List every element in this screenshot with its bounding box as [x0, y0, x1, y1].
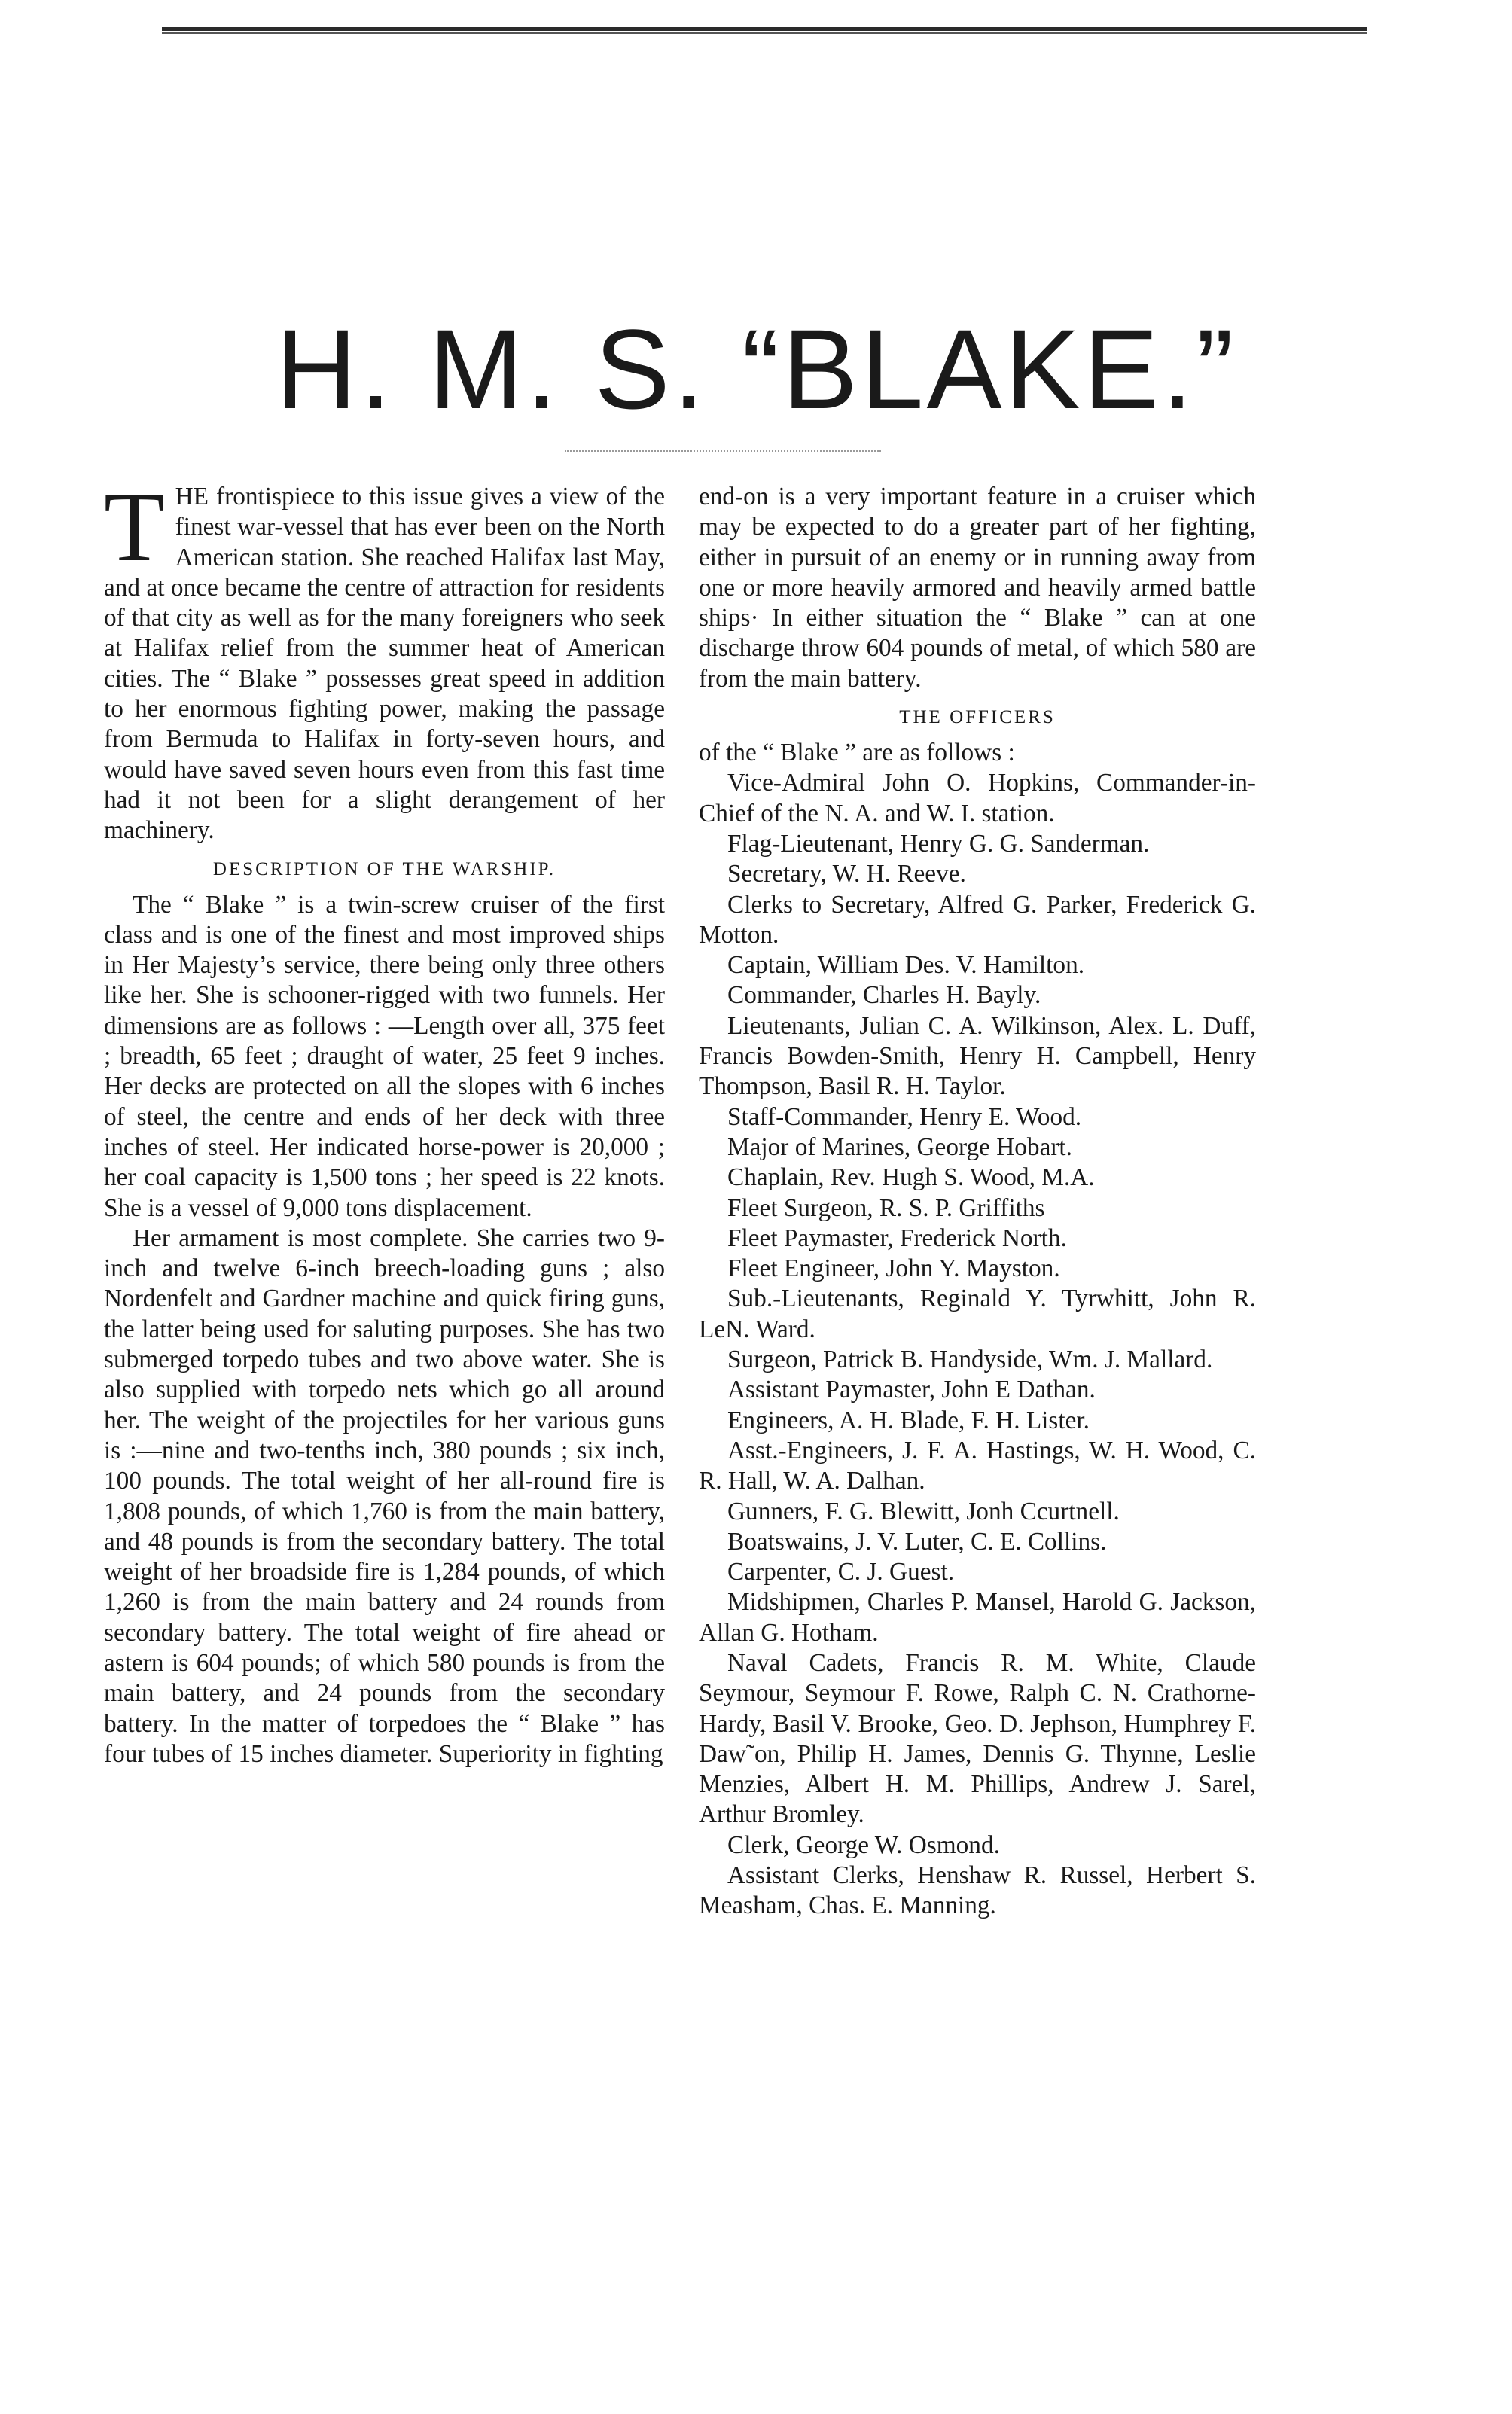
officer-entry: Vice-Admiral John O. Hopkins, Commander-in-Chief of the N. A. and W. I. station.	[699, 769, 1256, 828]
officer-entry: Gunners, F. G. Blewitt, Jonh Ccurtnell.	[727, 1497, 1120, 1526]
officer-entry: Assistant Clerks, Henshaw R. Russel, Herbert S. Measham, Chas. E. Manning.	[699, 1861, 1256, 1920]
description-subhead: DESCRIPTION OF THE WARSHIP.	[212, 858, 556, 879]
page-title: H. M. S. “BLAKE.”	[275, 306, 1237, 432]
officer-entry: Naval Cadets, Francis R. M. White, Claude Seymour, Seymour F. Rowe, Ralph C. N. Crathorne-Hardy, Basil V. Brooke, Geo. D. Jephson, Humphrey F. Daw˜on, Philip H. James, Dennis G. Thynne, Leslie Menzies, Albert H. M. Phillips, Andrew J. Sarel, Arthur Bromley.	[699, 1648, 1256, 1829]
officer-entry: Lieutenants, Julian C. A. Wilkinson, Alex. L. Duff, Francis Bowden-Smith, Henry H. Campbell, Henry Thompson, Basil R. H. Taylor.	[699, 1011, 1256, 1101]
officer-entry: Carpenter, C. J. Guest.	[727, 1558, 955, 1586]
officers-subhead: THE OFFICERS	[899, 707, 1056, 728]
officer-entry: Commander, Charles H. Bayly.	[727, 981, 1041, 1010]
officer-entry: Fleet Surgeon, R. S. P. Griffiths	[727, 1193, 1045, 1222]
description-paragraph: The “ Blake ” is a twin-screw cruiser of the first class and is one of the finest and most improved ships in Her Majesty’s service, there being only three others like her. She is schooner-rigged with two funnels. Her dimensions are as follows : —Length over all, 375 feet ; breadth, 65 feet ; draught of water, 25 feet 9 inches. Her decks are protected on all the slopes with 6 inches of steel, the centre and ends of her deck with three inches of steel. Her indicated horse-power is 20,000 ; her coal capacity is 1,500 tons ; her speed is 22 knots. She is a vessel of 9,000 tons displacement.	[104, 890, 665, 1222]
intro-paragraph	[104, 471, 665, 846]
officer-entry: Boatswains, J. V. Luter, C. E. Collins.	[727, 1527, 1107, 1556]
intro-text: HE frontispiece to this issue gives a view of the finest war-vessel that has ever been on the North American station. She reached Halifax last May, and at once became the centre of attraction for residents of that city as well as for the many foreigners who seek at Halifax relief from the summer heat of American cities. The “ Blake ” possesses great speed in addition to her enormous fighting power, making the passage from Bermuda to Halifax in forty-seven hours, and would have saved seven hours even from this fast time had it not been for a slight derangement of her machinery.	[104, 483, 665, 845]
officer-entry: Chaplain, Rev. Hugh S. Wood, M.A.	[727, 1163, 1095, 1192]
drop-cap: T	[104, 471, 165, 582]
officer-entry: Engineers, A. H. Blade, F. H. Lister.	[727, 1406, 1090, 1434]
officer-entry: Clerks to Secretary, Alfred G. Parker, Frederick G. Motton.	[699, 890, 1256, 949]
officers-intro: of the “ Blake ” are as follows :	[699, 739, 1015, 767]
officer-entry: Clerk, George W. Osmond.	[727, 1830, 1000, 1859]
officer-entry: Fleet Engineer, John Y. Mayston.	[727, 1254, 1060, 1283]
officer-entry: Midshipmen, Charles P. Mansel, Harold G. Jackson, Allan G. Hotham.	[699, 1588, 1256, 1647]
title-divider	[565, 450, 881, 452]
officer-entry: Staff-Commander, Henry E. Wood.	[727, 1102, 1082, 1131]
right-column	[699, 482, 1256, 1922]
officer-entry: Assistant Paymaster, John E Dathan.	[727, 1376, 1096, 1404]
officer-entry: Secretary, W. H. Reeve.	[727, 860, 966, 888]
officer-entry: Flag-Lieutenant, Henry G. G. Sanderman.	[727, 829, 1150, 858]
officers-list	[699, 768, 1256, 1921]
top-rule	[162, 27, 1367, 31]
officer-entry: Captain, William Des. V. Hamilton.	[727, 951, 1085, 980]
officer-entry: Surgeon, Patrick B. Handyside, Wm. J. Mallard.	[727, 1346, 1213, 1374]
officer-entry: Fleet Paymaster, Frederick North.	[727, 1224, 1067, 1252]
continuation-paragraph: end-on is a very important feature in a cruiser which may be expected to do a greater part of her fighting, either in pursuit of an enemy or in running away from one or more heavily armored and heavily armed battle ships· In either situation the “ Blake ” can at one discharge throw 604 pounds of metal, of which 580 are from the main battery.	[699, 483, 1256, 693]
officer-entry: Major of Marines, George Hobart.	[727, 1132, 1073, 1161]
officer-entry: Asst.-Engineers, J. F. A. Hastings, W. H. Wood, C. R. Hall, W. A. Dalhan.	[699, 1436, 1256, 1495]
left-column	[104, 471, 665, 1769]
armament-paragraph: Her armament is most complete. She carries two 9-inch and twelve 6-inch breech-loading guns ; also Nordenfelt and Gardner machine and quick firing guns, the latter being used for saluting purposes. She has two submerged torpedo tubes and two above water. She is also supplied with torpedo nets which go all around her. The weight of the projectiles for her various guns is :—nine and two-tenths inch, 380 pounds ; six inch, 100 pounds. The total weight of her all-round fire is 1,808 pounds, of which 1,760 is from the main battery, and 48 pounds is from the secondary battery. The total weight of her broadside fire is 1,284 pounds, of which 1,260 is from the main battery and 24 rounds from secondary battery. The total weight of fire ahead or astern is 604 pounds; of which 580 pounds is from the main battery, and 24 pounds from the secondary battery. In the matter of torpedoes the “ Blake ” has four tubes of 15 inches diameter. Superiority in fighting	[104, 1224, 665, 1768]
officer-entry: Sub.-Lieutenants, Reginald Y. Tyrwhitt, John R. LeN. Ward.	[699, 1285, 1256, 1343]
